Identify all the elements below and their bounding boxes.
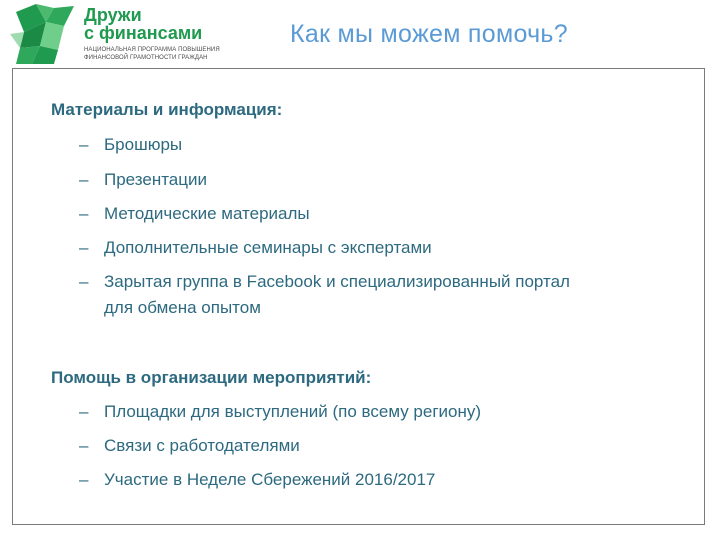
list-item-text: Презентации <box>104 170 207 189</box>
section-heading-events: Помощь в организации мероприятий: <box>51 368 372 387</box>
bullet-dash: – <box>79 170 89 189</box>
logo-subtitle-line-1: НАЦИОНАЛЬНАЯ ПРОГРАММА ПОВЫШЕНИЯ <box>84 47 220 53</box>
list-item-text: Связи с работодателями <box>104 436 300 455</box>
list-item-text: Методические материалы <box>104 204 310 223</box>
logo-title-line-1: Дружи <box>84 5 142 25</box>
bullet-dash: – <box>79 436 89 455</box>
logo-icon <box>10 4 76 66</box>
list-item-text: для обмена опытом <box>104 298 261 317</box>
logo-subtitle-line-2: ФИНАНСОВОЙ ГРАМОТНОСТИ ГРАЖДАН <box>84 54 208 61</box>
bullet-dash: – <box>79 470 89 489</box>
bullet-dash: – <box>79 238 89 257</box>
logo-title-line-2: с финансами <box>84 23 203 43</box>
list-item-text: Зарытая группа в Facebook и специализированный портал <box>104 272 570 291</box>
list-item-text: Дополнительные семинары с экспертами <box>104 238 432 257</box>
logo <box>10 4 230 66</box>
bullet-dash: – <box>79 204 89 223</box>
bullet-dash: – <box>79 402 89 421</box>
list-item-text: Брошюры <box>104 135 183 154</box>
logo-subtitle <box>84 47 220 62</box>
logo-title <box>84 6 202 42</box>
list-item-text: Площадки для выступлений (по всему региону) <box>104 402 482 421</box>
bullet-dash: – <box>79 272 89 291</box>
slide-title: Как мы можем помочь? <box>290 20 568 48</box>
list-item-text: Участие в Неделе Сбережений 2016/2017 <box>104 470 436 489</box>
section-heading-materials: Материалы и информация: <box>51 100 283 119</box>
bullet-dash: – <box>79 135 89 154</box>
content-box <box>12 68 705 525</box>
